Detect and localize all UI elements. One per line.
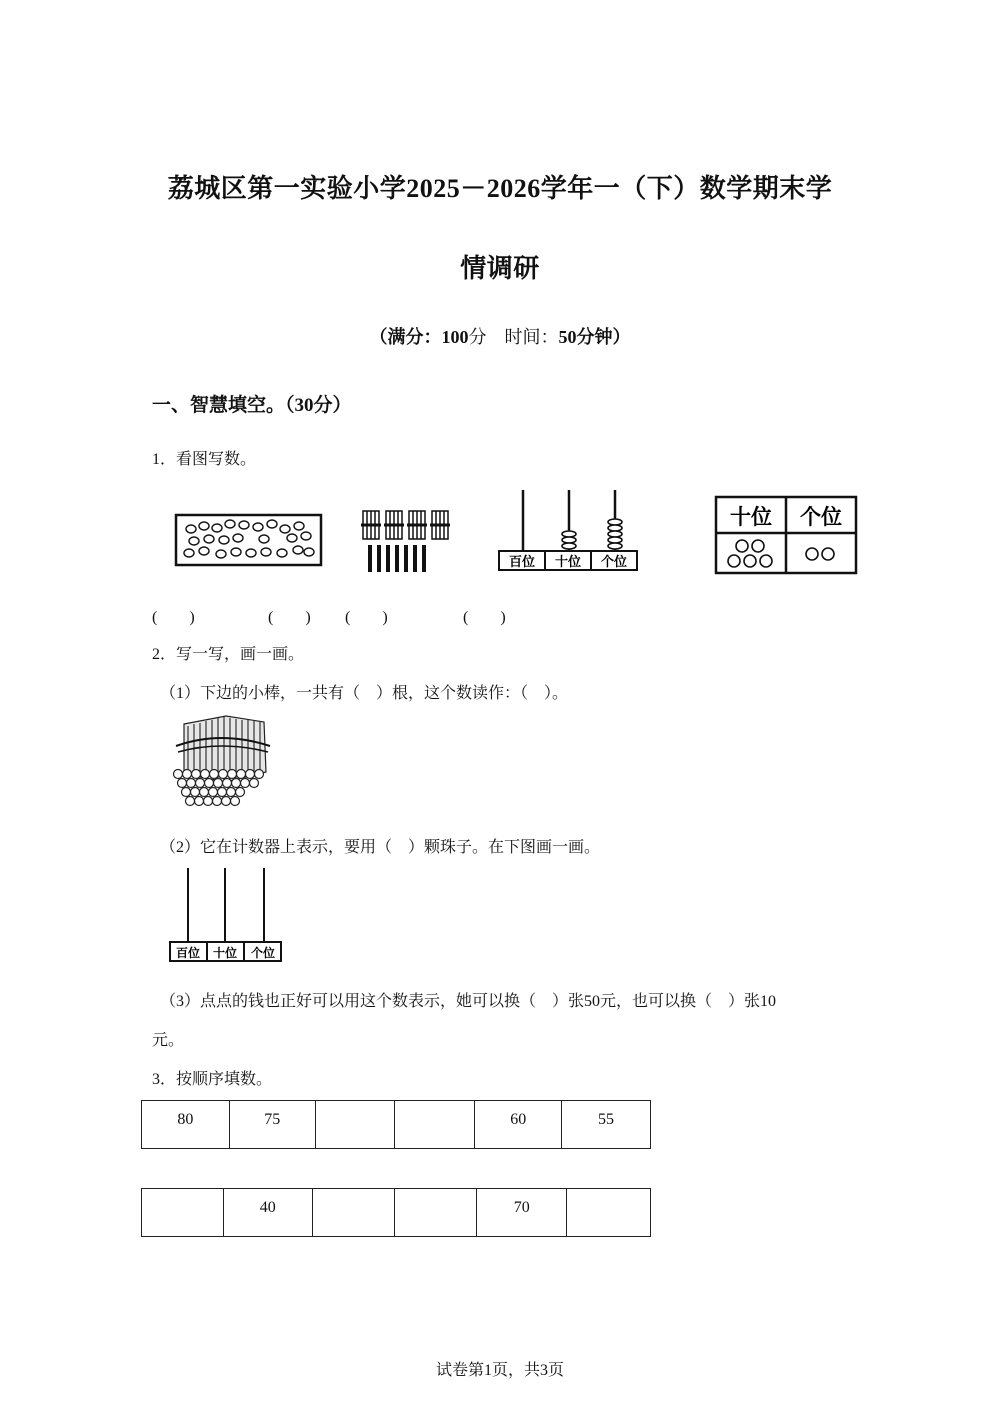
abacus-figure: [497, 488, 642, 574]
answer-blank-1[interactable]: ( ): [152, 609, 195, 626]
answer-blank-3[interactable]: ( ): [345, 609, 388, 626]
tens-header: 十位: [730, 505, 772, 529]
abacus-ones-label: 个位: [600, 555, 628, 570]
sequence-cell[interactable]: [395, 1189, 477, 1237]
blank-abacus-tens-label: 十位: [212, 946, 238, 960]
score-value: 100: [441, 327, 469, 347]
sequence-table-2: [141, 1188, 651, 1237]
table-row: [142, 1189, 651, 1237]
blank-abacus-ones-label: 个位: [250, 946, 276, 960]
stick-bundles-figure: [360, 508, 455, 574]
abacus-tens-label: 十位: [554, 555, 582, 570]
sequence-cell[interactable]: 80: [142, 1101, 230, 1149]
blank-abacus-hundreds-label: 百位: [175, 946, 201, 960]
score-time-info: [0, 323, 1000, 349]
circles-frame-figure: [174, 512, 324, 568]
answer-blank-4[interactable]: ( ): [463, 609, 506, 626]
sequence-table-1: [141, 1100, 651, 1149]
question-2-sub3: （3）点点的钱也正好可以用这个数表示，她可以换（ ）张50元，也可以换（ ）张10: [160, 993, 777, 1010]
page-footer: 试卷第1页，共3页: [435, 1362, 564, 1379]
sequence-cell[interactable]: [315, 1101, 395, 1149]
page-title: 荔城区第一实验小学2025－2026学年一（下）数学期末学: [167, 174, 833, 203]
section-heading: 一、智慧填空。（30分）: [152, 395, 352, 416]
place-value-table-figure: [714, 495, 859, 577]
sequence-cell[interactable]: [142, 1189, 224, 1237]
sequence-cell[interactable]: [395, 1101, 475, 1149]
sequence-cell[interactable]: 70: [477, 1189, 567, 1237]
time-unit: 分钟）: [576, 327, 631, 347]
sequence-cell[interactable]: 40: [223, 1189, 312, 1237]
sequence-cell[interactable]: [312, 1189, 395, 1237]
sequence-cell[interactable]: [567, 1189, 651, 1237]
score-unit: 分: [468, 327, 487, 347]
question-1-label: 1．看图写数。: [152, 451, 257, 468]
question-2-sub3-continued: 元。: [152, 1032, 185, 1049]
score-label: （满分：: [369, 327, 442, 347]
question-2-sub2: （2）它在计数器上表示，要用（ ）颗珠子。在下图画一画。: [160, 839, 601, 856]
question-3-label: 3．按顺序填数。: [152, 1071, 273, 1088]
abacus-hundreds-label: 百位: [508, 555, 536, 570]
answer-blank-2[interactable]: ( ): [268, 609, 311, 626]
table-row: [142, 1101, 651, 1149]
sequence-cell[interactable]: 60: [475, 1101, 562, 1149]
stick-pile-image: [166, 712, 272, 808]
blank-abacus-figure[interactable]: [168, 866, 284, 964]
time-label: 时间：: [504, 327, 559, 347]
question-2-label: 2．写一写，画一画。: [152, 646, 305, 663]
page-title-line2: 情调研: [460, 254, 540, 283]
time-value: 50: [558, 327, 577, 347]
sequence-cell[interactable]: 75: [229, 1101, 315, 1149]
question-2-sub1: （1）下边的小棒，一共有（ ）根，这个数读作：（ ）。: [160, 685, 569, 702]
ones-header: 个位: [800, 505, 842, 529]
sequence-cell[interactable]: 55: [562, 1101, 651, 1149]
